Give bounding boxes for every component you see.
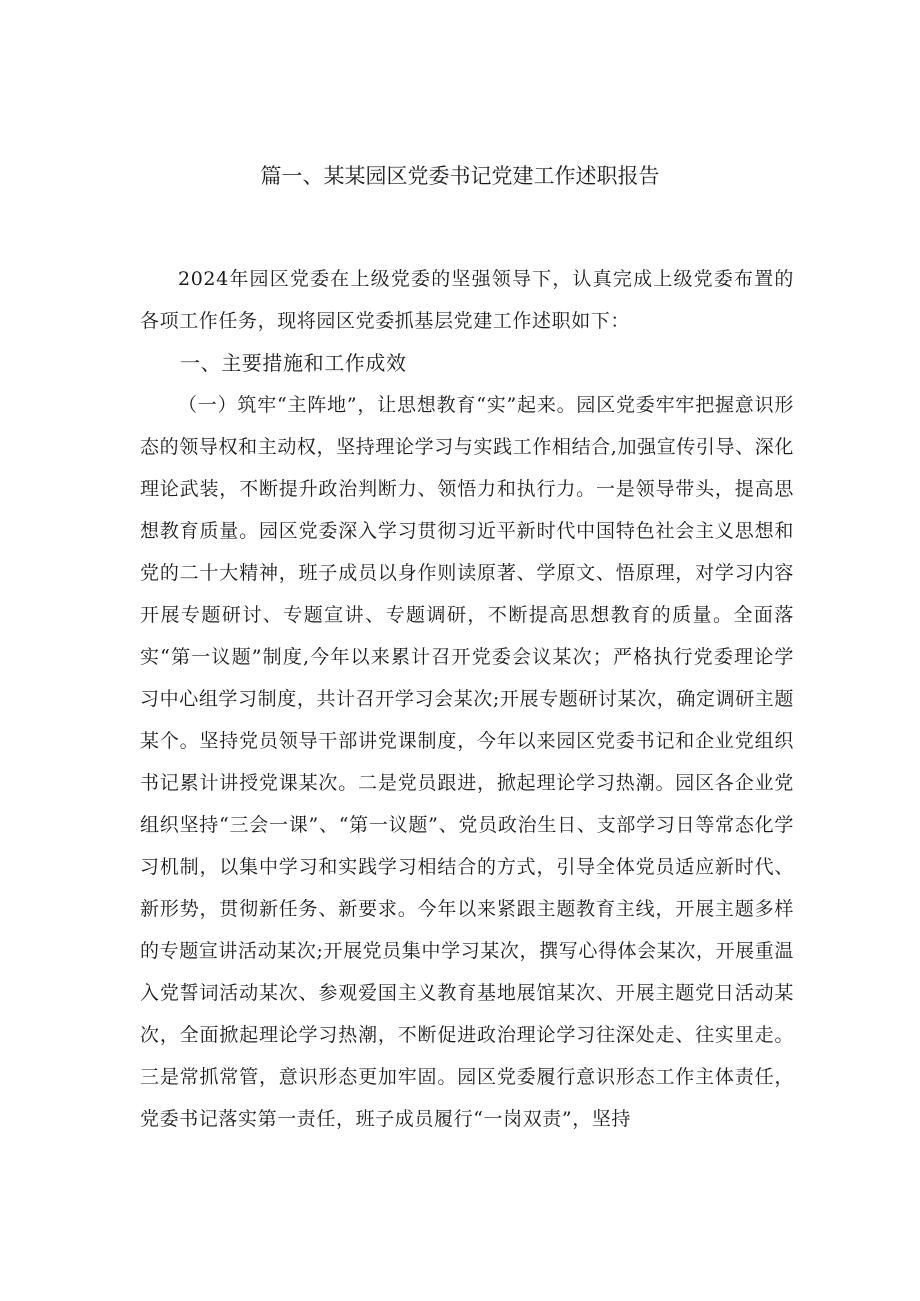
document-body xyxy=(140,258,794,1140)
body-paragraph: （一）筑牢“主阵地”，让思想教育“实”起来。园区党委牢牢把握意识形态的领导权和主动权，坚持理论学习与实践工作相结合,加强宣传引导、深化理论武装，不断提升政治判断力、领悟力和执行力。一是领导带头，提高思想教育质量。园区党委深入学习贯彻习近平新时代中国特色社会主义思想和党的二十大精神，班子成员以身作则读原著、学原文、悟原理，对学习内容开展专题研讨、专题宣讲、专题调研，不断提高思想教育的质量。全面落实“第一议题”制度,今年以来累计召开党委会议某次；严格执行党委理论学习中心组学习制度，共计召开学习会某次;开展专题研讨某次，确定调研主题某个。坚持党员领导干部讲党课制度，今年以来园区党委书记和企业党组织书记累计讲授党课某次。二是党员跟进，掀起理论学习热潮。园区各企业党组织坚持“三会一课”、“第一议题”、党员政治生日、支部学习日等常态化学习机制，以集中学习和实践学习相结合的方式，引导全体党员适应新时代、新形势，贯彻新任务、新要求。今年以来紧跟主题教育主线，开展主题多样的专题宣讲活动某次;开展党员集中学习某次，撰写心得体会某次，开展重温入党誓词活动某次、参观爱国主义教育基地展馆某次、开展主题党日活动某次，全面掀起理论学习热潮，不断促进政治理论学习往深处走、往实里走。三是常抓常管，意识形态更加牢固。园区党委履行意识形态工作主体责任，党委书记落实第一责任，班子成员履行“一岗双责”，坚持 xyxy=(140,394,794,1130)
document-title: 篇一、某某园区党委书记党建工作述职报告 xyxy=(260,164,660,188)
intro-paragraph: 2024年园区党委在上级党委的坚强领导下，认真完成上级党委布置的各项工作任务，现将园区党委抓基层党建工作述职如下： xyxy=(140,268,794,332)
section-heading: 一、主要措施和工作成效 xyxy=(180,351,407,375)
